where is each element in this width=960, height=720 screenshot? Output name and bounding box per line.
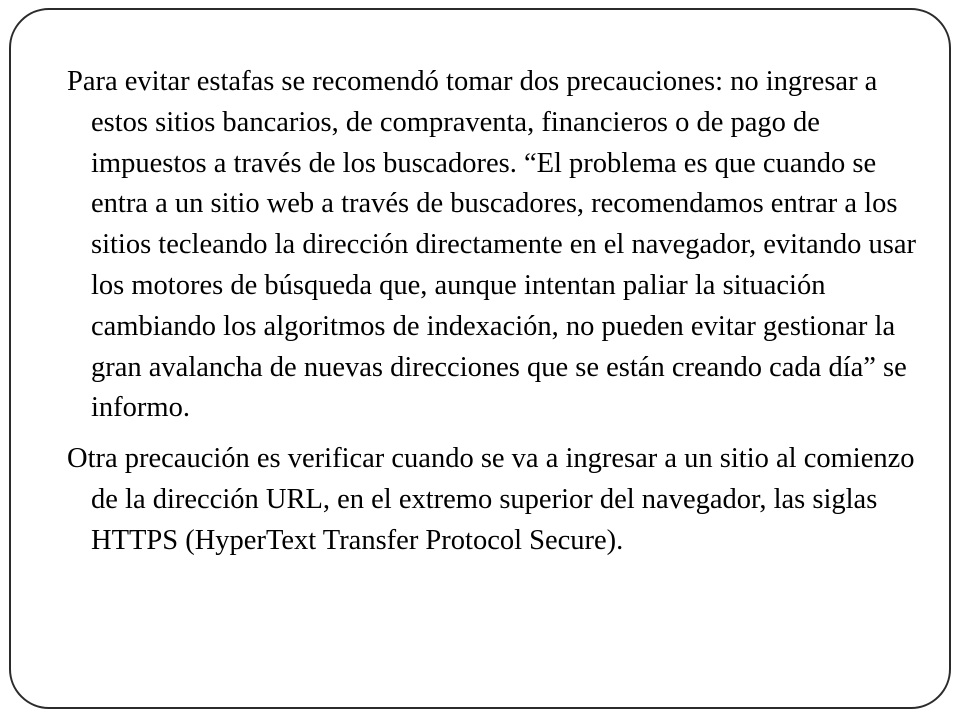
paragraph-https-check: Otra precaución es verificar cuando se va a ingresar a un sitio al comienzo de la dirección URL, en el extremo superior del navegador, las siglas HTTPS (HyperText Transfer Protocol Secure). — [67, 443, 915, 556]
slide-body — [67, 62, 927, 572]
slide-frame — [9, 8, 951, 709]
paragraph-scam-precautions: Para evitar estafas se recomendó tomar dos precauciones: no ingresar a estos sitios bancarios, de compraventa, financieros o de pago de impuestos a través de los buscadores. “El problema es que cuando se entra a un sitio web a través de buscadores, recomendamos entrar a los sitios tecleando la dirección directamente en el navegador, evitando usar los motores de búsqueda que, aunque intentan paliar la situación cambiando los algoritmos de indexación, no pueden evitar gestionar la gran avalancha de nuevas direcciones que se están creando cada día” se informo. — [67, 66, 917, 424]
